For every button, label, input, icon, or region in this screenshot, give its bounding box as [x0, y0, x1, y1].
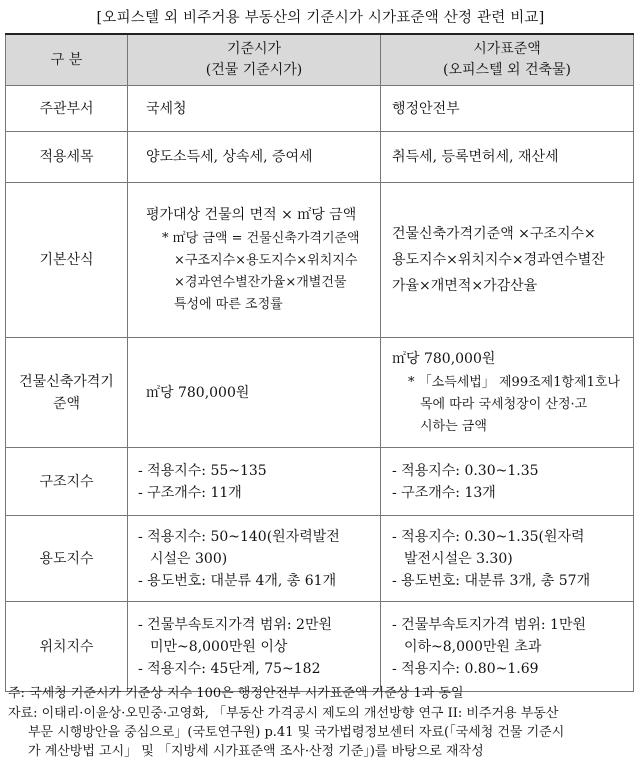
table-row-structure-index — [6, 448, 634, 516]
cell-standard: 양도소득세, 상속세, 증여세 — [128, 132, 381, 183]
header-market-standard: 시가표준액 (오피스텔 외 건축물) — [381, 34, 634, 86]
cell-standard: - 적용지수: 55~135 - 구조개수: 11개 — [128, 448, 381, 516]
row-label: 위치지수 — [6, 602, 128, 692]
table-row-tax — [6, 132, 634, 183]
table-row-agency — [6, 86, 634, 132]
comparison-table — [5, 33, 634, 692]
cell-market: - 적용지수: 0.30~1.35 - 구조개수: 13개 — [381, 448, 634, 516]
cell-market: ㎡당 780,000원 * 「소득세법」 제99조제1항제1호나 목에 따라 국세청장이 산정·고 시하는 금액 — [381, 338, 634, 448]
table-row-usage-index — [6, 516, 634, 602]
source-note: 자료: 이태리·이윤상·오민중·고영화, 「부동산 가격공시 제도의 개선방향 연구 II: 비주거용 부동산 부문 시행방안을 중심으로」(국토연구원) p.41 및 국가법령정보센터 자료(「국세청 건물 기준시 가 계산방법 고시」 및 「지방세 시가표준액 조사·산정 기준」)를 바탕으로 재작성 — [8, 706, 565, 759]
header-standard-price: 기준시가 (건물 기준시가) — [128, 34, 381, 86]
table-row-base-price — [6, 338, 634, 448]
table-row-location-index — [6, 602, 634, 692]
cell-market: 취득세, 등록면허세, 재산세 — [381, 132, 634, 183]
table-row-formula — [6, 183, 634, 338]
cell-standard: 평가대상 건물의 면적 × ㎡당 금액 * ㎡당 금액 = 건물신축가격기준액 ×구조지수×용도지수×위치지수 ×경과연수별잔가율×개별건물 특성에 따른 조정률 — [128, 183, 381, 338]
row-label: 적용세목 — [6, 132, 128, 183]
table-title: [오피스텔 외 비주거용 부동산의 기준시가 시가표준액 산정 관련 비교] — [96, 10, 545, 26]
footnote: 주: 국세청 기준시가 기준상 지수 100은 행정안전부 시가표준액 기준상 1과 동일 — [8, 686, 464, 701]
cell-market: 행정안전부 — [381, 86, 634, 132]
cell-standard: ㎡당 780,000원 — [128, 338, 381, 448]
cell-standard: 국세청 — [128, 86, 381, 132]
cell-market: - 건물부속토지가격 범위: 1만원 이하~8,000만원 초과 - 적용지수: 0.80~1.69 — [381, 602, 634, 692]
row-label: 구조지수 — [6, 448, 128, 516]
cell-market: - 적용지수: 0.30~1.35(원자력 발전시설은 3.30) - 용도번호: 대분류 3개, 총 57개 — [381, 516, 634, 602]
table-header-row — [6, 34, 634, 86]
row-label: 용도지수 — [6, 516, 128, 602]
cell-standard: - 적용지수: 50~140(원자력발전 시설은 300) - 용도번호: 대분류 4개, 총 61개 — [128, 516, 381, 602]
row-label: 기본산식 — [6, 183, 128, 338]
cell-standard: - 건물부속토지가격 범위: 2만원 미만~8,000만원 이상 - 적용지수: 45단계, 75~182 — [128, 602, 381, 692]
row-label: 주관부서 — [6, 86, 128, 132]
header-category: 구 분 — [6, 34, 128, 86]
cell-market: 건물신축가격기준액 ×구조지수× 용도지수×위치지수×경과연수별잔 가율×개면적×가감산율 — [381, 183, 634, 338]
row-label: 건물신축가격기 준액 — [6, 338, 128, 448]
